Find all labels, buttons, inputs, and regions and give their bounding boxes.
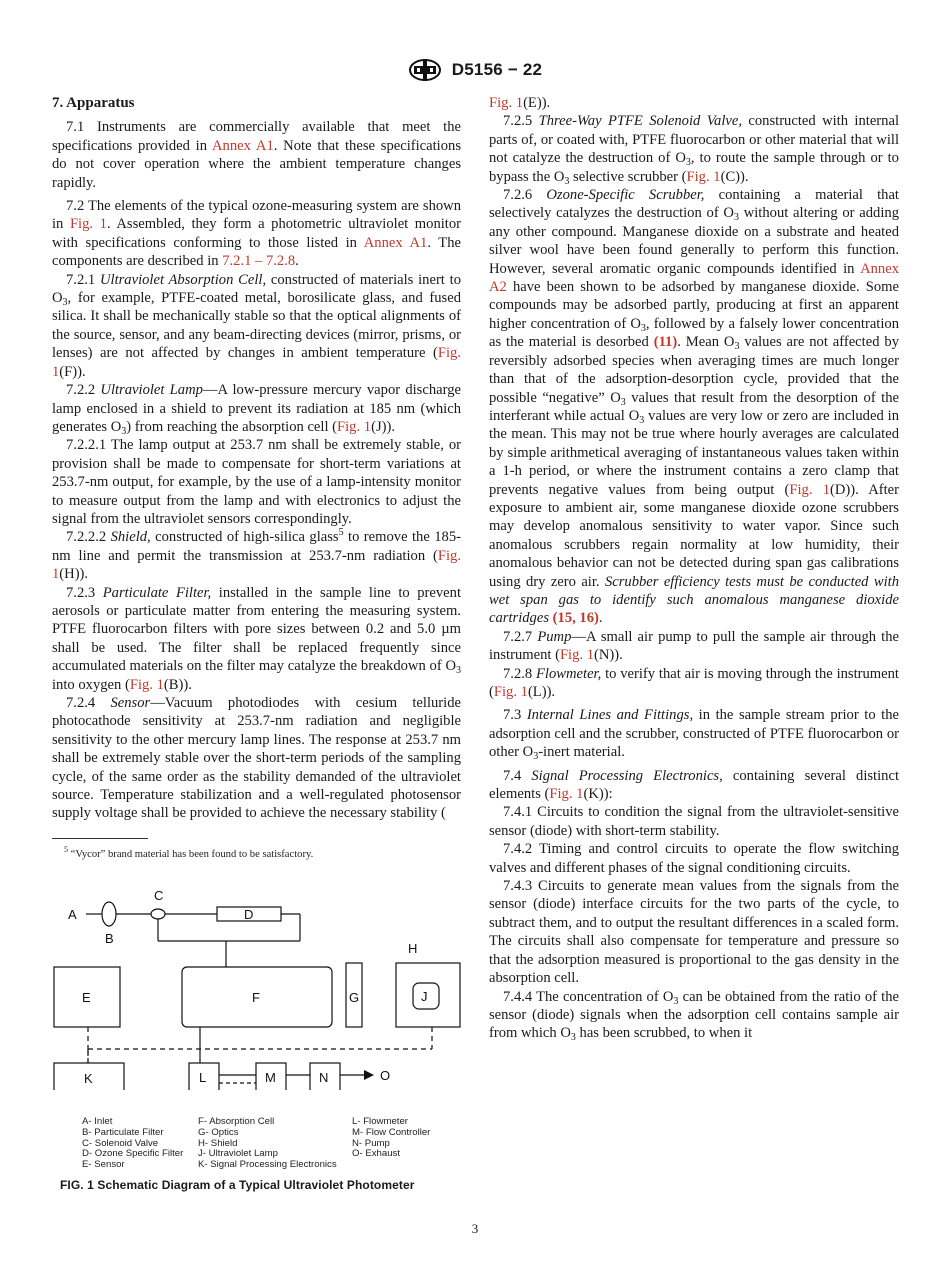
para-7-2: 7.2 The elements of the typical ozone-measuring system are shown in Fig. 1. Assembled, they form a photometric ultraviolet monitor with specifications conforming to those listed in Annex A1. The components are described in 7.2.1 – 7.2.8. [52,198,462,270]
section-range-link[interactable]: 7.2.1 – 7.2.8 [222,253,296,270]
para-7-2-3: 7.2.3 Particulate Filter, installed in the sample line to prevent aerosols or particulate matter from entering the measuring system. PTFE fluorocarbon filters with pore sizes between 0.2 and 5.0 µm shall be used. The filter shall be replaced frequently since accumulated materials on the filter may catalyze the breakdown of $O_3$ into oxygen (Fig. 1(B)). [52,584,461,693]
para-7-2-5: 7.2.5 Three-Way PTFE Solenoid Valve, constructed with internal parts of, or coated with, PTFE fluorocarbon or other material that will not catalyze the destruction of $O_3$, to route the sample through or to bypass the $O_3$ selective scrubber (Fig. 1(C)). [489,113,899,187]
label-b: B [105,931,114,946]
right-column [489,94,899,1043]
para-7-4: 7.4 Signal Processing Electronics, containing several distinct elements (Fig. 1(K)): [489,767,899,803]
document-id: D5156 − 22 [451,60,543,79]
label-n: N [319,1070,329,1085]
para-7-2-6: 7.2.6 Ozone-Specific Scrubber, containing a material that selectively catalyzes the destruction of $O_3$ without altering or adding any other compound. Manganese dioxide on a substrate and heated silver wool have been found generally to perform this function. However, several aromatic organic compounds identified in Annex A2 have been shown to be adsorbed by manganese dioxide. Some compounds may be adsorbed partly, producing at first an apparent higher concentration of $O_3$, followed by a falsely lower concentration as the material is desorbed (11). Mean $O_3$ values are not affected by reversibly adsorbed species when averaging times are much longer than that of the adsorption-desorption cycle, provided that the possible “negative” $O_3$ values that result from the desorption of the interferant while actual $O_3$ values are very low or zero are included in the mean. This may not be true where hourly averages are calculated by simple arithmetical averaging of instantaneous values taken within a 1-h period, or where the instrument contains a zero clamp that prevents negative values from being output (Fig. 1(D)). After exposure to ambient air, some manganese dioxide ozone scrubbers may develop anomalous sensitivity to water vapor. Since such anomalous scrubbers regain normality at low humidity, their anomalous behavior can not be detected during span gas calibrations using dry zero air. Scrubber efficiency tests must be conducted with wet span gas to identify such anomalous manganese dioxide cartridges (15, 16). [489,187,899,627]
legend-col-1: A- Inlet B- Particulate Filter C- Solenoid Valve D- Ozone Specific Filter E- Sensor [82,1116,184,1171]
para-7-2-4: 7.2.4 Sensor—Vacuum photodiodes with cesium telluride photocathode sensitivity at 253.7-nm radiation and negligible sensitivity to the other mercury lamp lines. The response at 253.7 nm shall be extremely stable over the short-term periods of the sampling cycle, of the same order as the stability demanded of the ultraviolet source. Temperature stabilization and a well-regulated photosensor supply voltage shall be provided to achieve the necessary stability ( [52,695,461,822]
annex-a2-link[interactable]: Annex A2 [489,260,899,296]
fig1-schematic [52,885,462,1090]
footnote-ref[interactable]: 5 [338,527,344,539]
fig1-link[interactable]: Fig. 1 [549,786,584,803]
annex-a1-link[interactable]: Annex A1 [212,137,274,154]
para-7-2-8: 7.2.8 Flowmeter, to verify that air is moving through the instrument (Fig. 1(L)). [489,665,899,700]
left-column [52,94,461,823]
page-number: 3 [471,1221,479,1236]
label-o: O [380,1068,391,1083]
annex-a1-link[interactable]: Annex A1 [363,234,428,251]
para-7-2-2-1: 7.2.2.1 The lamp output at 253.7 nm shall be extremely stable, or provision shall be made to compensate for short-term variations at 253.7-nm output, for example, by the use of a lamp-intensity monitor to measure output from the lamp and with electronics to adjust the signal from the ultraviolet sensors correspondingly. [52,437,461,527]
fig1-link[interactable]: Fig. 1 [129,676,164,693]
para-7-2-2: 7.2.2 Ultraviolet Lamp—A low-pressure mercury vapor discharge lamp enclosed in a shield to prevent its radiation at 185 nm (which generates $O_3$) from reaching the absorption cell (Fig. 1(J)). [52,382,461,437]
footnote: $^5$ “Vycor” brand material has been found to be satisfactory. [64,845,314,860]
footnote-rule [52,838,148,839]
page-header [0,58,950,82]
fig1-link[interactable]: Fig. 1 [69,216,107,233]
para-7-4-2: 7.4.2 Timing and control circuits to operate the flow switching valves and different phases of the signal conditioning circuits. [489,841,899,876]
fig1-link[interactable]: Fig. 1 [52,345,461,380]
para-7-2-4-cont: Fig. 1(E)). [489,95,551,111]
para-7-2-7: 7.2.7 Pump—A small air pump to pull the sample air through the instrument (Fig. 1(N)). [489,628,899,664]
label-h: H [408,941,418,956]
label-d: D [244,907,254,922]
label-e: E [82,990,91,1005]
label-g: G [349,990,360,1005]
para-7-3: 7.3 Internal Lines and Fittings, in the sample stream prior to the adsorption cell and the scrubber, constructed of PTFE fluorocarbon or other $O_3$-inert material. [489,707,900,763]
label-j: J [421,989,428,1004]
label-c: C [154,888,164,903]
legend-col-3: L- Flowmeter M- Flow Controller N- Pump O- Exhaust [352,1116,431,1160]
label-k: K [84,1071,93,1086]
para-7-2-1: 7.2.1 Ultraviolet Absorption Cell, constructed of materials inert to $O_3$, for example, PTFE-coated metal, borosilicate glass, and fused silica. It shall be mechanically stable so that the optical alignments of the source, sensor, and any beam-directing devices (mirror, prisms, or lenses) are not affected by changes in ambient temperature (Fig. 1(F)). [52,271,461,380]
astm-logo-icon [408,58,442,82]
label-m: M [265,1070,276,1085]
fig1-link[interactable]: Fig. 1 [52,547,461,583]
para-7-4-1: 7.4.1 Circuits to condition the signal from the ultraviolet-sensitive sensor (diode) with short-term stability. [489,804,899,839]
reference-11-link[interactable]: (11) [653,334,678,351]
para-7-4-4: 7.4.4 The concentration of $O_3$ can be obtained from the ratio of the sensor (diode) signals when the adsorption cell contains sample air from which $O_3$ has been scrubbed, to when it [489,988,899,1044]
fig1-link[interactable]: Fig. 1 [789,481,831,498]
fig1-link[interactable]: Fig. 1 [337,418,372,435]
fig1-link[interactable]: Fig. 1 [489,95,524,111]
section-heading: 7. Apparatus [52,95,135,111]
legend-col-2: F- Absorption Cell G- Optics H- Shield J- Ultraviolet Lamp K- Signal Processing Electronics [198,1116,337,1171]
para-7-2-2-2: 7.2.2.2 Shield, constructed of high-silica glass$^5$ to remove the 185-nm line and permit the transmission at 253.7-nm radiation (Fig. 1(H)). [52,527,461,583]
fig1-link[interactable]: Fig. 1 [686,168,721,185]
reference-15-16-link[interactable]: (15, 16) [552,610,599,627]
para-7-4-3: 7.4.3 Circuits to generate mean values from the signals from the sensor (diode) interface circuits for the two parts of the cycle, to subtract them, and to output the resultant differences in a scaled form. The circuits shall also compensate for temperature and pressure so that the adsorption measured is proportional to the gas density in the absorption cell. [489,878,899,987]
label-l: L [199,1070,207,1085]
fig1-link[interactable]: Fig. 1 [493,684,528,700]
fig1-caption: FIG. 1 Schematic Diagram of a Typical Ultraviolet Photometer [60,1178,415,1192]
label-a: A [68,907,77,922]
label-f: F [252,990,260,1005]
para-7-1: 7.1 Instruments are commercially available that meet the specifications provided in Annex A1. Note that these specifications do not cover operation where the ambient temperature changes rapidly. [52,119,462,191]
fig1-link[interactable]: Fig. 1 [559,647,594,664]
